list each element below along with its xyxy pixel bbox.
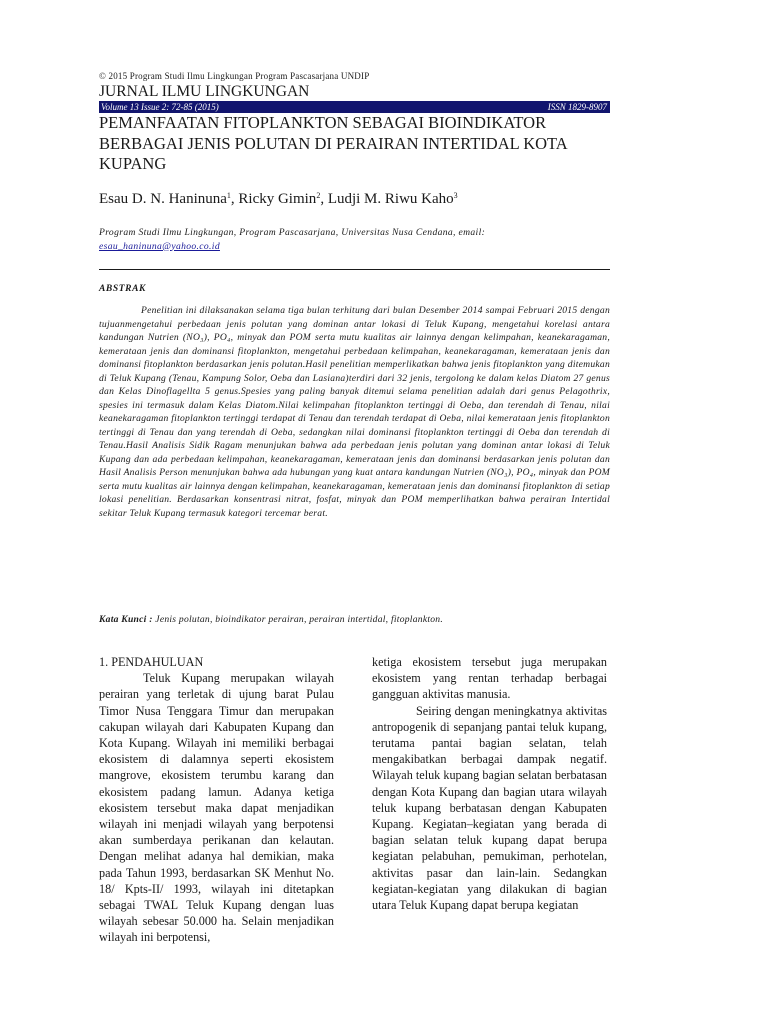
- journal-name: JURNAL ILMU LINGKUNGAN: [99, 83, 310, 100]
- author-name: Ludji M. Riwu Kaho: [327, 191, 454, 207]
- author-affil-number: 3: [453, 191, 458, 200]
- affiliation-text: Program Studi Ilmu Lingkungan, Program Pascasarjana, Universitas Nusa Cendana, email:: [99, 227, 486, 238]
- author-name: Ricky Gimin: [238, 191, 317, 207]
- affiliation: [99, 226, 599, 253]
- divider-line: [99, 269, 610, 270]
- volume-info: Volume 13 Issue 2: 72-85 (2015): [101, 102, 219, 112]
- author-separator: ,: [230, 191, 239, 207]
- keywords-label: Kata Kunci :: [99, 614, 153, 625]
- keywords-text: Jenis polutan, bioindikator perairan, perairan intertidal, fitoplankton.: [152, 614, 443, 625]
- body-paragraph: Teluk Kupang merupakan wilayah perairan yang terletak di ujung barat Pulau Timor Nusa Tenggara Timur dan merupakan cakupan wilayah dari Kabupaten Kupang dan Kota Kupang. Wilayah ini memiliki berbagai ekosistem di dalamnya seperti ekosistem mangrove, ekosistem terumbu karang dan ekosistem padang lamun. Adanya ketiga ekosistem tersebut maka dapat menjadikan wilayah ini menjadi wilayah yang berpotensi akan sumberdaya perikanan dan kelautan. Dengan melihat adanya hal demikian, maka pada Tahun 1993, berdasarkan SK Menhut No. 18/ Kpts-II/ 1993, wilayah ini ditetapkan sebagai TWAL Teluk Kupang dengan luas wilayah sebesar 50.000 ha. Selain menjadikan wilayah ini berpotensi,: [99, 671, 334, 945]
- body-paragraph: ketiga ekosistem tersebut juga merupakan ekosistem yang rentan terhadap berbagai gangguan aktivitas manusia.: [372, 655, 607, 702]
- body-paragraph: Seiring dengan meningkatnya aktivitas antropogenik di sepanjang pantai teluk kupang, terutama pantai bagian selatan, telah mengakibatkan berbagai dampak negatif. Wilayah teluk kupang bagian selatan berbatasan dengan Kota Kupang dan bagian utara wilayah teluk kupang berbatasan dengan Kabupaten Kupang. Kegiatan–kegiatan yang berada di bagian selatan teluk kupang dapat berupa kegiatan pelabuhan, pemukiman, perhotelan, aktivitas pasar dan lain-lain. Sedangkan kegiatan-kegiatan yang dilakukan di bagian utara Teluk Kupang dapat berupa kegiatan: [372, 703, 607, 913]
- article-title: PEMANFAATAN FITOPLANKTON SEBAGAI BIOINDIKATOR BERBAGAI JENIS POLUTAN DI PERAIRAN INTERTIDAL KOTA KUPANG: [99, 113, 567, 173]
- author-affil-number: 2: [316, 191, 321, 200]
- email-link[interactable]: esau_haninuna@yahoo.co.id: [99, 240, 220, 252]
- author-list: [99, 191, 458, 208]
- section-heading: 1. PENDAHULUAN: [99, 655, 204, 669]
- author-separator: ,: [320, 191, 328, 207]
- copyright-line: © 2015 Program Studi Ilmu Lingkungan Program Pascasarjana UNDIP: [99, 71, 370, 81]
- abstract-body: Penelitian ini dilaksanakan selama tiga bulan terhitung dari bulan Desember 2014 sampai Februari 2015 dengan tujuanmengetahui perbedaan jenis polutan yang dominan antar lokasi di Teluk Kupang, mengetahui korelasi antara kandungan Nutrien (NO₃), PO₄, minyak dan POM serta mutu kualitas air lainnya dengan kelimpahan, keanekaragaman, kemerataan jenis dan dominansi fitoplankton, mengetahui perbedaan kelimpahan, keanekaragaman, kemerataan jenis dan dominansi fitoplankton berdasarkan jenis polutan.Hasil penelitian memperlikatkan bahwa jenis fitoplankton yang ditemukan di Teluk Kupang (Tenau, Kampung Solor, Oeba dan Lasiana)terdiri dari 32 jenis, tergolong ke dalam kelas Diatom 27 genus dan Kelas Dinoflagellta 5 genus.Spesies yang paling banyak ditemui selama penelitian adalah dari genus Pelagothrix, spesies ini termasuk dalam Kelas Diatom.Nilai kelimpahan fitoplankton tertinggi di Oeba, dan terendah di Tenau, nilai keanekaragaman fitoplankton tertinggi terdapat di Tenau dan terendah terdapat di Oeba, nilai kemerataan jenis fitoplankton tertinggi di Tenau dan yang terendah di Oeba, sedangkan nilai dominansi fitoplankton tertinggi di Oeba dan terendah di Tenau.Hasil Analisis Sidik Ragam menunjukan bahwa ada perbedaan jenis polutan yang dominan antar lokasi di Teluk Kupang dan ada perbedaan kelimpahan, keanekaragaman, kemerataan jenis dan dominansi berdasarkan jenis polutan dan Hasil Analisis Person menunjukan bahwa ada hubungan yang kuat antara kandungan Nutrien (NO₃), PO₄, minyak dan POM serta mutu kualitas air lainnya dengan kelimpahan, keanekaragaman, kemerataan jenis dan dominansi fitoplankton di setiap lokasi penelitian. Berdasarkan konsentrasi nitrat, fosfat, minyak dan POM memperlihatkan bahwa perairan Intertidal sekitar Teluk Kupang termasuk kategori tercemar berat.: [99, 305, 610, 519]
- left-column: [99, 654, 334, 946]
- volume-bar: [99, 101, 610, 113]
- right-column: [372, 654, 607, 913]
- issn-label: ISSN 1829-8907: [547, 102, 607, 112]
- author-name: Esau D. N. Haninuna: [99, 191, 227, 207]
- author-affil-number: 1: [226, 191, 231, 200]
- keywords-line: [99, 614, 443, 625]
- abstract-heading: ABSTRAK: [99, 284, 146, 294]
